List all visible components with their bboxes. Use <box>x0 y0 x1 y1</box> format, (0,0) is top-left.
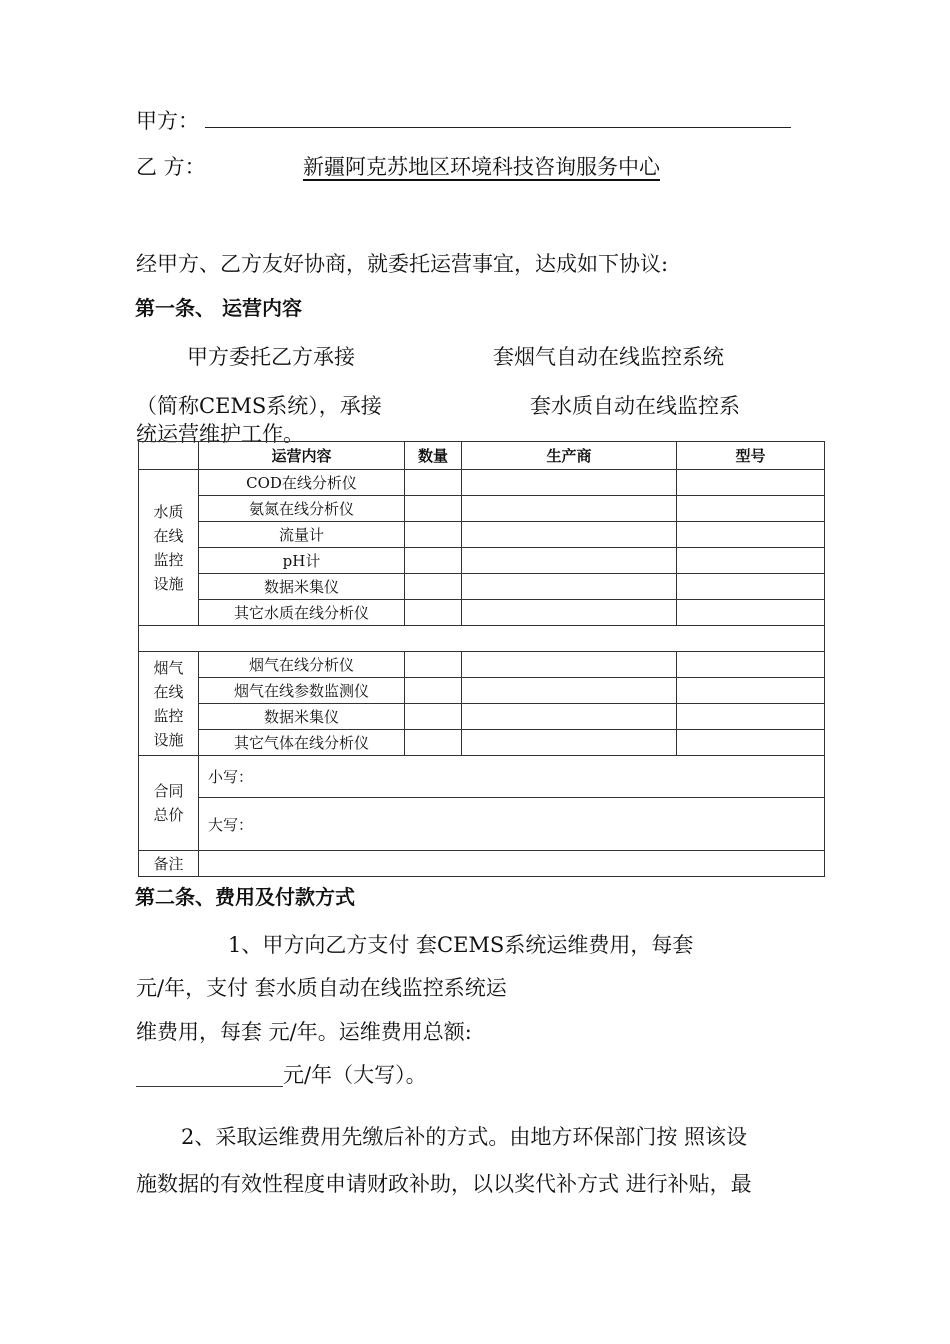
model-cell[interactable] <box>677 600 825 626</box>
remark-cell[interactable] <box>199 851 825 877</box>
model-cell[interactable] <box>677 548 825 574</box>
header-blank-cell <box>139 442 199 470</box>
quantity-cell[interactable] <box>405 496 462 522</box>
intro-paragraph: 经甲方、乙方友好协商，就委托运营事宜，达成如下协议: <box>136 252 669 276</box>
table-row <box>139 652 825 678</box>
table-row <box>139 496 825 522</box>
water-item: pH计 <box>199 548 405 574</box>
table-row <box>139 574 825 600</box>
table-row <box>139 470 825 496</box>
header-manufacturer: 生产商 <box>462 442 677 470</box>
model-cell[interactable] <box>677 678 825 704</box>
table-row <box>139 548 825 574</box>
article1-line1-a: 甲方委托乙方承接 <box>187 345 355 369</box>
manufacturer-cell[interactable] <box>462 652 677 678</box>
manufacturer-cell[interactable] <box>462 522 677 548</box>
table-spacer-row <box>139 626 825 652</box>
model-cell[interactable] <box>677 704 825 730</box>
article2-p1-line3: 维费用，每套 元/年。运维费用总额: <box>136 1020 472 1044</box>
header-quantity: 数量 <box>405 442 462 470</box>
model-cell[interactable] <box>677 730 825 756</box>
manufacturer-cell[interactable] <box>462 496 677 522</box>
party-b-label: 乙 方： <box>136 155 206 179</box>
header-model: 型号 <box>677 442 825 470</box>
party-a-label: 甲方： <box>136 109 199 133</box>
water-item: 数据米集仪 <box>199 574 405 600</box>
table-row <box>139 600 825 626</box>
article2-p2-line1: 2、采取运维费用先缴后补的方式。由地方环保部门按 照该设 <box>181 1125 748 1149</box>
model-cell[interactable] <box>677 470 825 496</box>
quantity-cell[interactable] <box>405 600 462 626</box>
water-item: 流量计 <box>199 522 405 548</box>
article2-p1-line2: 元/年，支付 套水质自动在线监控系统运 <box>136 976 507 1000</box>
manufacturer-cell[interactable] <box>462 678 677 704</box>
quantity-cell[interactable] <box>405 522 462 548</box>
model-cell[interactable] <box>677 496 825 522</box>
article1-line1-b: 套烟气自动在线监控系统 <box>493 345 724 369</box>
manufacturer-cell[interactable] <box>462 704 677 730</box>
manufacturer-cell[interactable] <box>462 730 677 756</box>
gas-item: 其它气体在线分析仪 <box>199 730 405 756</box>
manufacturer-cell[interactable] <box>462 548 677 574</box>
total-lower-row <box>139 756 825 798</box>
party-b-name: 新疆阿克苏地区环境科技咨询服务中心 <box>303 155 660 179</box>
gas-group-label: 烟气 在线 监控 设施 <box>139 652 199 756</box>
table-row <box>139 704 825 730</box>
total-price-label: 合同 总价 <box>139 756 199 851</box>
quantity-cell[interactable] <box>405 470 462 496</box>
quantity-cell[interactable] <box>405 678 462 704</box>
quantity-cell[interactable] <box>405 548 462 574</box>
quantity-cell[interactable] <box>405 730 462 756</box>
article1-line2-a: （简称CEMS系统），承接 <box>136 394 382 418</box>
total-upper-row <box>139 798 825 851</box>
gas-item: 数据米集仪 <box>199 704 405 730</box>
water-item: COD在线分析仪 <box>199 470 405 496</box>
table-row <box>139 678 825 704</box>
gas-item: 烟气在线参数监测仪 <box>199 678 405 704</box>
gas-item: 烟气在线分析仪 <box>199 652 405 678</box>
remark-label: 备注 <box>139 851 199 877</box>
spacer-cell <box>139 626 825 652</box>
header-content: 运营内容 <box>199 442 405 470</box>
article2-p1-line1: 1、甲方向乙方支付 套CEMS系统运维费用，每套 <box>228 933 694 957</box>
model-cell[interactable] <box>677 522 825 548</box>
manufacturer-cell[interactable] <box>462 470 677 496</box>
total-upper-cell[interactable]: 大写： <box>199 798 825 851</box>
model-cell[interactable] <box>677 652 825 678</box>
party-a-blank-line <box>205 127 791 128</box>
manufacturer-cell[interactable] <box>462 574 677 600</box>
quantity-cell[interactable] <box>405 652 462 678</box>
water-item: 其它水质在线分析仪 <box>199 600 405 626</box>
article1-heading: 第一条、 运营内容 <box>135 296 302 320</box>
total-lower-cell[interactable]: 小写： <box>199 756 825 798</box>
model-cell[interactable] <box>677 574 825 600</box>
table-row <box>139 730 825 756</box>
water-item: 氨氮在线分析仪 <box>199 496 405 522</box>
article1-line2-b: 套水质自动在线监控系 <box>530 394 740 418</box>
article1-line3: 统运营维护工作。 <box>136 422 304 446</box>
table-row <box>139 522 825 548</box>
water-group-label: 水质 在线 监控 设施 <box>139 470 199 626</box>
article2-p1-line4: ______________元/年（大写）。 <box>136 1063 427 1087</box>
quantity-cell[interactable] <box>405 574 462 600</box>
manufacturer-cell[interactable] <box>462 600 677 626</box>
table-header-row <box>139 442 825 470</box>
article2-p2-line2: 施数据的有效性程度申请财政补助，以以奖代补方式 进行补贴，最 <box>136 1172 752 1196</box>
article2-heading: 第二条、费用及付款方式 <box>135 885 355 909</box>
equipment-table <box>138 441 825 877</box>
remark-row <box>139 851 825 877</box>
quantity-cell[interactable] <box>405 704 462 730</box>
